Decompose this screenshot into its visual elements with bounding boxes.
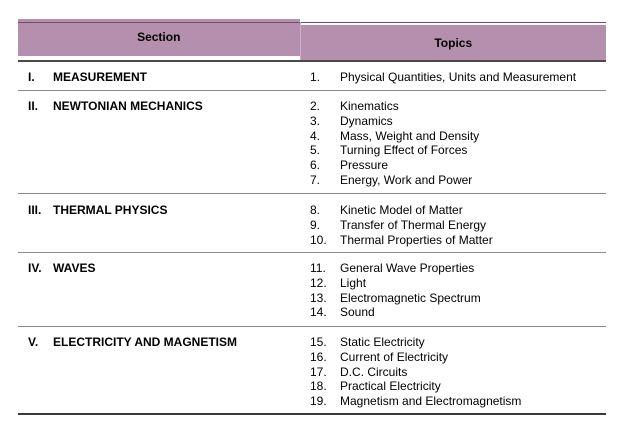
- topic-number: 5.: [310, 143, 321, 158]
- topic-title: Dynamics: [340, 113, 393, 128]
- topic-item: [310, 394, 605, 409]
- topic-number: 10.: [310, 232, 327, 247]
- topic-number: 14.: [310, 305, 327, 320]
- topic-item: [310, 143, 605, 158]
- topic-list: [300, 194, 606, 253]
- topic-title: Mass, Weight and Density: [340, 128, 480, 143]
- topic-list: [300, 61, 606, 91]
- topic-title: Kinetic Model of Matter: [340, 203, 463, 217]
- topic-title: Turning Effect of Forces: [340, 143, 468, 158]
- topic-number: 15.: [310, 335, 327, 349]
- topic-title: Pressure: [340, 158, 389, 173]
- table-body: [18, 61, 606, 414]
- section-numeral: IV.: [28, 261, 42, 275]
- topics-column-header: Topics: [300, 25, 606, 63]
- topic-item: [310, 203, 605, 218]
- topic-number: 1.: [310, 69, 321, 84]
- topic-number: 7.: [310, 172, 321, 187]
- section-numeral: V.: [28, 335, 39, 349]
- topic-title: Physical Quantities, Units and Measurement: [340, 69, 577, 84]
- topic-list: [300, 327, 606, 414]
- topic-number: 11.: [310, 261, 326, 275]
- topic-item: [310, 218, 605, 233]
- section-row: [18, 61, 606, 91]
- topic-number: 6.: [310, 158, 321, 173]
- topic-number: 12.: [310, 275, 327, 290]
- topic-item: [310, 335, 605, 350]
- section-row: [18, 194, 606, 253]
- topic-list: [300, 253, 606, 327]
- topic-title: Current of Electricity: [340, 349, 449, 364]
- section-column-header: Section: [137, 30, 181, 45]
- topic-title: Energy, Work and Power: [340, 172, 473, 187]
- section-row: [18, 327, 606, 414]
- topic-item: [310, 261, 605, 276]
- section-row: [18, 91, 606, 194]
- topic-item: [310, 70, 605, 85]
- topic-item: [310, 350, 605, 365]
- section-numeral: I.: [28, 69, 35, 84]
- section-name: NEWTONIAN MECHANICS: [53, 99, 203, 113]
- topic-item: [310, 99, 605, 114]
- topic-number: 19.: [310, 394, 327, 409]
- topic-list: [300, 91, 606, 194]
- syllabus-table: [18, 22, 606, 415]
- section-name: MEASUREMENT: [53, 69, 148, 84]
- section-name: WAVES: [53, 261, 96, 275]
- topic-number: 3.: [310, 113, 321, 128]
- topic-number: 13.: [310, 290, 327, 305]
- section-numeral: II.: [28, 99, 39, 113]
- topic-number: 4.: [310, 128, 321, 143]
- topic-title: Transfer of Thermal Energy: [340, 217, 487, 232]
- topic-title: Practical Electricity: [340, 379, 441, 394]
- topic-number: 9.: [310, 217, 321, 232]
- topic-number: 2.: [310, 99, 321, 113]
- topic-item: [310, 129, 605, 144]
- topic-number: 8.: [310, 203, 321, 217]
- topic-title: Magnetism and Electromagnetism: [340, 394, 522, 409]
- topic-item: [310, 291, 605, 306]
- topic-title: Sound: [340, 305, 375, 320]
- topic-item: [310, 173, 605, 188]
- section-numeral: III.: [28, 203, 42, 217]
- topic-title: Light: [340, 275, 367, 290]
- table-header-row: [18, 23, 606, 61]
- topic-number: 17.: [310, 364, 327, 379]
- topic-title: D.C. Circuits: [340, 364, 408, 379]
- topic-number: 16.: [310, 349, 327, 364]
- topic-item: [310, 379, 605, 394]
- topic-title: Thermal Properties of Matter: [340, 232, 493, 247]
- topic-item: [310, 305, 605, 320]
- topic-title: Kinematics: [340, 99, 399, 113]
- topic-title: Electromagnetic Spectrum: [340, 290, 481, 305]
- topic-item: [310, 158, 605, 173]
- section-row: [18, 253, 606, 327]
- topic-number: 18.: [310, 379, 327, 394]
- topic-title: Static Electricity: [340, 335, 425, 349]
- topic-title: General Wave Properties: [340, 261, 475, 275]
- topic-item: [310, 233, 605, 248]
- topic-item: [310, 114, 605, 129]
- section-name: ELECTRICITY AND MAGNETISM: [53, 335, 238, 349]
- section-name: THERMAL PHYSICS: [53, 203, 168, 217]
- topic-item: [310, 365, 605, 380]
- topic-item: [310, 276, 605, 291]
